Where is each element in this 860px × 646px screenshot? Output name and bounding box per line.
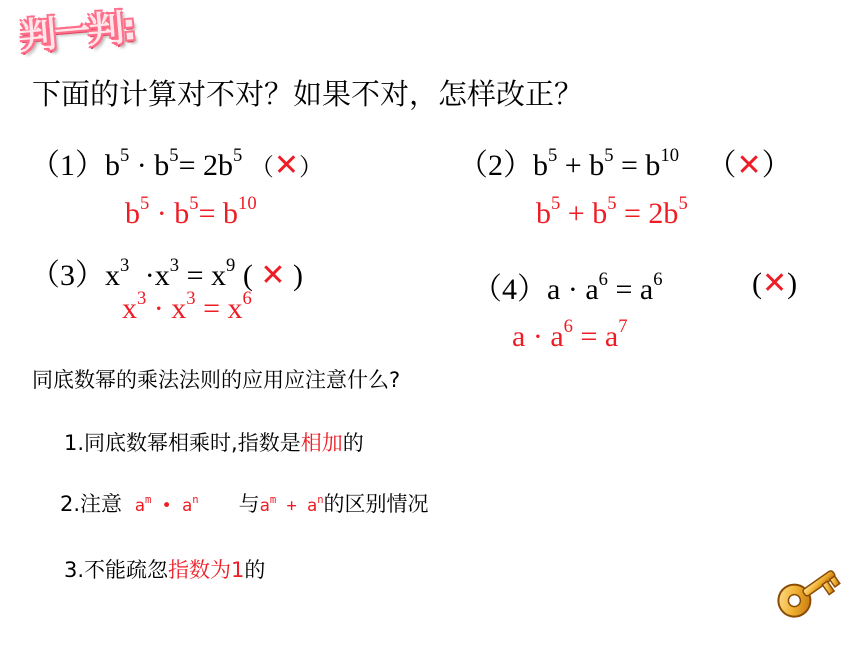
golden-key-icon <box>772 560 854 642</box>
problem-3: $(3)x^3 \cdot x^3 = x^9$ ( ✕ ) <box>30 255 303 292</box>
wrong-mark-icon: ✕ <box>260 259 286 292</box>
notes-heading: 同底数幂的乘法法则的应用应注意什么? <box>32 368 401 392</box>
slide-title: 判一判: <box>18 7 137 58</box>
question-text: 下面的计算对不对？如果不对，怎样改正？ <box>32 77 584 111</box>
note-3: 3.不能疏忽指数为1的 <box>64 558 266 582</box>
problem-1: $(1)b^5 \cdot b^5= 2b^5$ （✕） <box>30 145 323 182</box>
wrong-mark-icon: ✕ <box>273 149 299 182</box>
wrong-mark-icon: ✕ <box>762 267 788 300</box>
wrong-mark-icon: ✕ <box>736 149 762 182</box>
note-2: 2.注意 $a^m$ • $a^n$ 与$a^m + a^n$的区别情况 <box>60 492 429 516</box>
problem-4-mark: (✕) <box>752 267 798 300</box>
correction-4: $a \cdot a^6 = a^7$ <box>512 316 628 353</box>
correction-2: $b^5 + b^5 = 2b^5$ <box>536 193 688 230</box>
note-1: 1.同底数幂相乘时,指数是相加的 <box>64 431 364 455</box>
problem-4: $(4)a \cdot a^6 = a^6$ <box>472 269 663 306</box>
correction-3: $x^3 \cdot x^3 = x^6$ <box>122 288 252 325</box>
correction-1: $b^5 \cdot b^5= b^{10}$ <box>125 193 257 230</box>
problem-2: $(2)b^5 + b^5 = b^{10}$ （✕） <box>458 145 792 182</box>
